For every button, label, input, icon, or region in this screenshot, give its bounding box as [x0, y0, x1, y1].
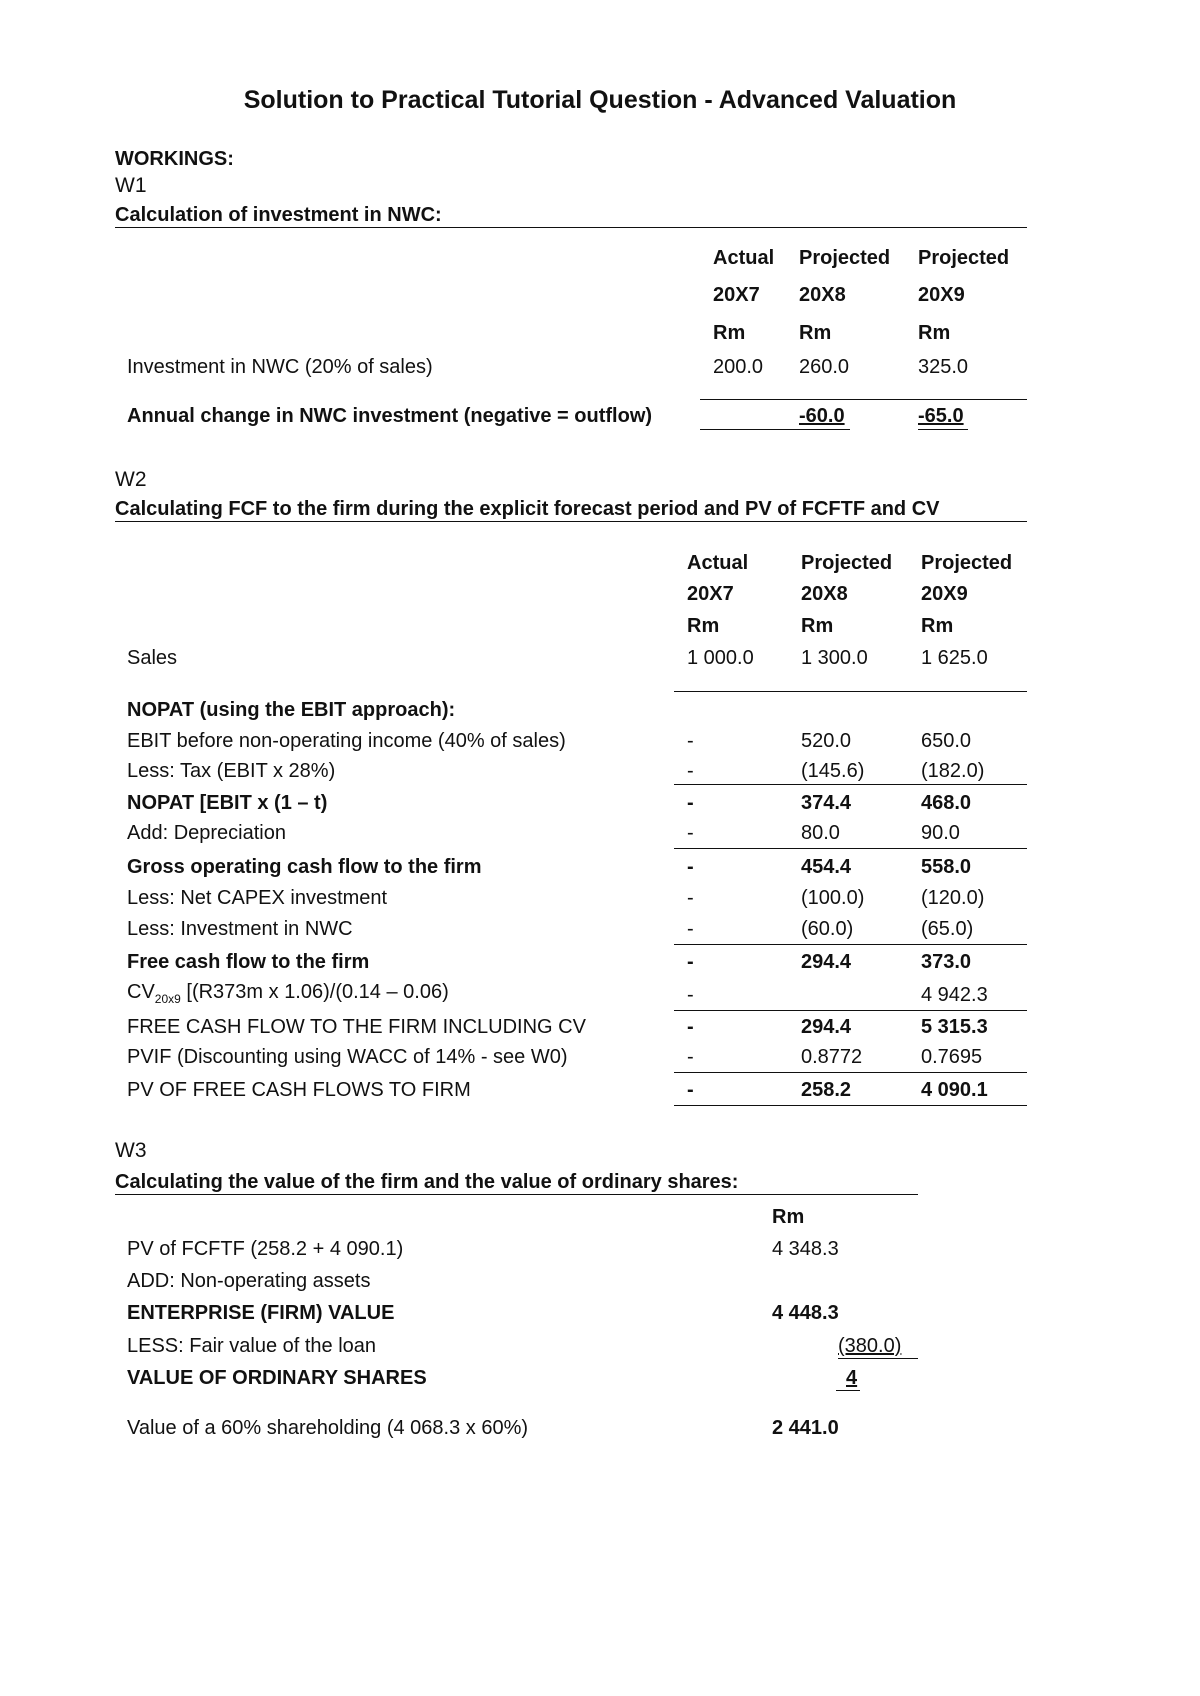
w2-col2-h3: Rm	[801, 615, 834, 637]
w2-cell: -	[687, 887, 694, 909]
w2-cell: (145.6)	[801, 760, 865, 782]
w2-cell: 520.0	[801, 730, 852, 752]
w2-row-label: NOPAT (using the EBIT approach):	[127, 699, 456, 721]
w2-cell: 454.4	[801, 856, 852, 878]
w1-col2-h2: 20X8	[799, 284, 846, 306]
w2-cell: -	[687, 1079, 694, 1101]
w2-cell: -	[687, 951, 694, 973]
w2-rule	[674, 784, 1027, 785]
w2-cell: (65.0)	[921, 918, 974, 940]
cv-label-subscript: 20x9	[154, 992, 181, 1006]
w3-value: 4 448.3	[772, 1302, 839, 1324]
w1-col3-h2: 20X9	[918, 284, 965, 306]
w3-row-label: ENTERPRISE (FIRM) VALUE	[127, 1302, 395, 1324]
w1-cell: 325.0	[918, 356, 969, 378]
w2-cell: 1 000.0	[687, 647, 754, 669]
w1-col3-h3: Rm	[918, 322, 951, 344]
w2-row-label: Sales	[127, 647, 178, 669]
w2-cell: -	[687, 918, 694, 940]
w2-col2-h2: 20X8	[801, 583, 848, 605]
w2-label: W2	[115, 468, 147, 491]
w2-cell: 294.4	[801, 1016, 852, 1038]
w2-cell: 90.0	[921, 822, 960, 844]
w2-cell: 1 300.0	[801, 647, 868, 669]
w2-cell: (100.0)	[801, 887, 865, 909]
w1-label: W1	[115, 174, 147, 197]
w3-row-label: VALUE OF ORDINARY SHARES	[127, 1367, 427, 1389]
w2-row-label: EBIT before non-operating income (40% of sales)	[127, 730, 566, 752]
w2-row-label: PVIF (Discounting using WACC of 14% - see W0)	[127, 1046, 568, 1068]
w2-col2-h1: Projected	[801, 552, 893, 574]
w2-cell: 5 315.3	[921, 1016, 988, 1038]
w2-col1-h1: Actual	[687, 552, 749, 574]
w1-total-rule	[918, 429, 968, 430]
w2-cell: 650.0	[921, 730, 972, 752]
w2-cell: -	[687, 984, 694, 1006]
w2-cell: 4 942.3	[921, 984, 988, 1006]
w2-cell: 0.8772	[801, 1046, 863, 1068]
w2-rule	[674, 691, 1027, 692]
w2-row-label: Less: Net CAPEX investment	[127, 887, 388, 909]
w3-value: 2 441.0	[772, 1417, 839, 1439]
w1-cell: -65.0	[918, 405, 964, 427]
w2-cell: 468.0	[921, 792, 972, 814]
w3-row-label: Value of a 60% shareholding (4 068.3 x 60%)	[127, 1417, 529, 1439]
w2-cell: 1 625.0	[921, 647, 988, 669]
w2-row-label: FREE CASH FLOW TO THE FIRM INCLUDING CV	[127, 1016, 586, 1038]
w2-cell: (60.0)	[801, 918, 854, 940]
w1-heading-rule	[115, 227, 1027, 228]
w2-cell: (120.0)	[921, 887, 985, 909]
w1-heading: Calculation of investment in NWC:	[115, 204, 442, 226]
w1-col1-h1: Actual	[713, 247, 775, 269]
w2-cell: (182.0)	[921, 760, 985, 782]
w2-cell: 558.0	[921, 856, 972, 878]
w2-col1-h2: 20X7	[687, 583, 734, 605]
w2-cell: 374.4	[801, 792, 852, 814]
w2-heading: Calculating FCF to the firm during the explicit forecast period and PV of FCFTF and CV	[115, 498, 940, 520]
w1-total-rule	[700, 429, 850, 430]
w2-col3-h3: Rm	[921, 615, 954, 637]
w2-rule	[674, 1010, 1027, 1011]
w2-cell: -	[687, 822, 694, 844]
w2-cell: 258.2	[801, 1079, 852, 1101]
cv-label-prefix: CV	[127, 981, 155, 1003]
w2-rule	[674, 1105, 1027, 1106]
w1-col2-h1: Projected	[799, 247, 891, 269]
w1-col2-h3: Rm	[799, 322, 832, 344]
w2-cell: 373.0	[921, 951, 972, 973]
w2-row-label: PV OF FREE CASH FLOWS TO FIRM	[127, 1079, 471, 1101]
w2-cell: 0.7695	[921, 1046, 983, 1068]
w1-col1-h3: Rm	[713, 322, 746, 344]
w3-unit: Rm	[772, 1206, 805, 1228]
w3-heading: Calculating the value of the firm and the value of ordinary shares:	[115, 1171, 739, 1193]
w3-value: 4	[846, 1367, 858, 1389]
w3-row-label: PV of FCFTF (258.2 + 4 090.1)	[127, 1238, 404, 1260]
w1-cell: -60.0	[799, 405, 845, 427]
w3-row-label: ADD: Non-operating assets	[127, 1270, 371, 1292]
w3-row-label: LESS: Fair value of the loan	[127, 1335, 377, 1357]
w2-cell: 4 090.1	[921, 1079, 988, 1101]
w2-row-label: Gross operating cash flow to the firm	[127, 856, 482, 878]
w2-row-label	[127, 981, 449, 1006]
w3-value: (380.0)	[838, 1335, 902, 1357]
cv-label-formula: [(R373m x 1.06)/(0.14 – 0.06)	[180, 981, 449, 1003]
w2-cell: -	[687, 760, 694, 782]
w2-cell: -	[687, 730, 694, 752]
workings-label: WORKINGS:	[115, 148, 234, 170]
w2-col1-h3: Rm	[687, 615, 720, 637]
w2-cell: -	[687, 792, 694, 814]
w2-rule	[674, 944, 1027, 945]
w1-cell: 260.0	[799, 356, 850, 378]
w1-col3-h1: Projected	[918, 247, 1010, 269]
w1-row-label: Investment in NWC (20% of sales)	[127, 356, 433, 378]
w1-rule	[700, 399, 1027, 400]
w3-rule	[838, 1358, 918, 1359]
w2-cell: -	[687, 1046, 694, 1068]
w2-heading-rule	[115, 521, 1027, 522]
w2-cell: 294.4	[801, 951, 852, 973]
w2-row-label: Free cash flow to the firm	[127, 951, 370, 973]
w2-row-label: NOPAT [EBIT x (1 – t)	[127, 792, 328, 814]
w3-rule	[836, 1390, 860, 1391]
w3-heading-rule	[115, 1194, 918, 1195]
w2-row-label: Less: Tax (EBIT x 28%)	[127, 760, 336, 782]
page-title: Solution to Practical Tutorial Question - Advanced Valuation	[243, 86, 957, 114]
w2-col3-h2: 20X9	[921, 583, 968, 605]
w3-label: W3	[115, 1139, 147, 1162]
w1-row-label: Annual change in NWC investment (negative = outflow)	[127, 405, 653, 427]
w3-value: 4 348.3	[772, 1238, 839, 1260]
w1-cell: 200.0	[713, 356, 764, 378]
w1-col1-h2: 20X7	[713, 284, 760, 306]
w2-rule	[674, 848, 1027, 849]
w2-cell: -	[687, 856, 694, 878]
w2-row-label: Add: Depreciation	[127, 822, 286, 844]
w2-row-label: Less: Investment in NWC	[127, 918, 353, 940]
w2-cell: -	[687, 1016, 694, 1038]
w2-cell: 80.0	[801, 822, 840, 844]
w2-col3-h1: Projected	[921, 552, 1013, 574]
w2-rule	[674, 1072, 1027, 1073]
